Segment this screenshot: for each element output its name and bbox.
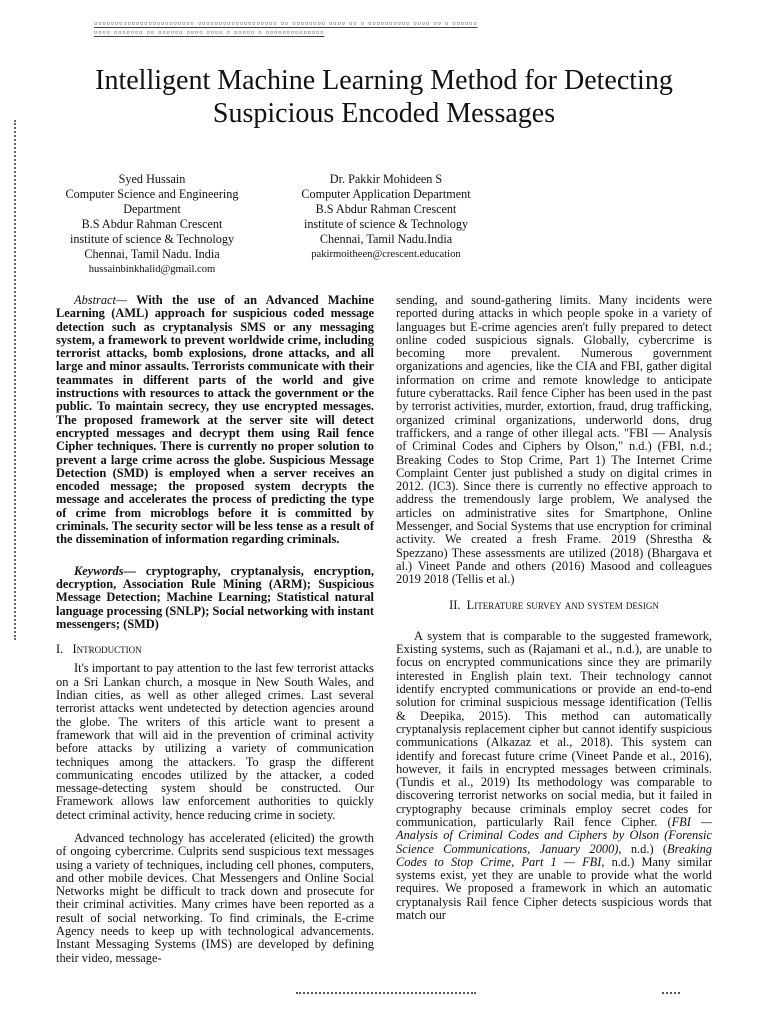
author1-dept2: Department: [123, 202, 181, 216]
intro-paragraph-2: Advanced technology has accelerated (elicited) the growth of ongoing cybercrime. Culprits send suspicious text messages using a variety of techniques, including cell phones, computers, and other mobile devices. Chat Messengers and Online Social Networks might be difficult to track down and prosecute for their criminal activities. Many crimes have been reported as a result of social networking. To find criminals, the E-crime Agency needs to keep up with technological advancements. Instant Messaging Systems (IMS) are developed by defining their video, message-: [56, 830, 374, 965]
title-line-2: Suspicious Encoded Messages: [212, 98, 556, 129]
keywords-text: cryptography, cryptanalysis, encryption, decryption, Association Rule Mining (ARM); Suspicious Message Detection; Machine Learning; Statistical natural language processing (SNLP); Social networking with instant messengers; (SMD): [56, 563, 374, 631]
running-header: [94, 19, 678, 37]
abstract: [56, 294, 374, 547]
keywords: [56, 565, 374, 631]
author1-email[interactable]: hussainbinkhalid@gmail.com: [88, 264, 216, 275]
left-column: [56, 294, 374, 975]
right-column: [396, 294, 712, 932]
author1-name: Syed Hussain: [118, 172, 186, 186]
intro-paragraph-1: It's important to pay attention to the last few terrorist attacks on a Sri Lankan church, a mosque in New South Wales, and Indian cities, as well as other alleged crimes. Last several terrorist attacks went undetected by detection agencies around the globe. The writers of this article want to present a framework that will aid in the prevention of criminal activity before attacks by utilizing a variety of communication techniques among the attackers. To grasp the different communicating encodes utilized by the attacker, a coded message-detecting system should be constructed. Our Framework allows law enforcement authorities to quickly detect criminal activity, hence reducing crime in society.: [56, 661, 374, 822]
keywords-lead: Keywords—: [74, 563, 136, 578]
side-margin-text: [14, 120, 24, 640]
author1-dept: Computer Science and Engineering: [65, 187, 239, 201]
author2-location: Chennai, Tamil Nadu.India: [319, 232, 453, 246]
author-block-2: [290, 172, 482, 262]
footer-page-number: [662, 984, 680, 994]
author2-email[interactable]: pakirmoitheen@crescent.education: [311, 249, 461, 260]
section-2-title: Literature survey and system design: [466, 597, 659, 612]
author1-inst2: institute of science & Technology: [69, 232, 235, 246]
lit-citation-2: Breaking Codes to Stop Crime, Part 1 — FBI: [396, 841, 712, 869]
section-1-number: I.: [56, 642, 64, 657]
lit-text-a: A system that is comparable to the suggested framework, Existing systems, such as (Rajamani et al., n.d.), are unable to focus on encrypted communications since they are primarily interested in English plain text. Their technology cannot identify encrypted communications or provide an end-to-end solution for criminal suspicious message identification (Tellis & Deepika, 2015). This method can automatically cryptanalysis replacement cipher but cannot identify suspicious communications (Alkazaz et al., 2018). This system can identify and forecast future crime (Vineet Pande et al., 2016), however, it fails in encrypted messages between criminals. (Tundis et al., 2019) Its methodology was comparable to discovering terrorist networks on social media, but it failed in cryptography because criminals employ secret codes for communication, particularly Rail fence Cipher. (: [396, 628, 712, 829]
lit-citation-1: FBI — Analysis of Criminal Codes and Ciphers by Olson (Forensic Science Communications, January 2000): [396, 814, 712, 856]
abstract-lead: Abstract—: [74, 293, 128, 307]
literature-paragraph: [396, 630, 712, 923]
author2-dept: Computer Application Department: [301, 187, 471, 201]
author1-location: Chennai, Tamil Nadu. India: [84, 247, 220, 261]
author2-name: Dr. Pakkir Mohideen S: [329, 172, 443, 186]
abstract-text: With the use of an Advanced Machine Learning (AML) approach for suspicious coded message detection such as cryptanalysis SMS or any messaging system, a framework to prevent worldwide crime, including terrorist attacks, bomb explosions, drone attacks, and all large and minor assaults. Terrorists communicate with their teammates in different parts of the world and give instructions with resources to attack the government or the public. To maintain secrecy, they use encrypted messages. The proposed framework at the server site will detect encrypted messages and decrypt them using Rail fence Cipher techniques. There is currently no proper solution to prevent a large crime across the globe. Suspicious Message Detection (SMD) is employed when a server receives an encoded message; the proposed system decrypts the message and accelerates the process of predicting the type of crime from microblogs before it is committed by criminals. The security sector will be less tense as a result of the dissemination of information regarding criminals.: [56, 293, 374, 547]
header-line-2: ▫▫▫▫ ▫▫▫▫▫▫▫ ▫▫ ▫▫▫▫▫▫ ▫▫▫▫ ▫▫▫▫ ▫ ▫▫▫▫▫ ▫ ▫▫▫▫▫▫▫▫▫▫▫▫▫▫: [94, 28, 325, 37]
page-title: [60, 64, 708, 130]
author-block-1: [52, 172, 252, 277]
title-line-1: Intelligent Machine Learning Method for Detecting: [95, 65, 673, 96]
footer-left: [296, 984, 476, 994]
lit-text-c: , n.d.) Many similar systems exist, yet they are unable to provide what the world requires. We proposed a framework in which an automatic cryptanalysis Rail fence Cipher detects suspicious words that match our: [396, 854, 712, 923]
author2-inst: B.S Abdur Rahman Crescent: [315, 202, 457, 216]
section-1-title: Introduction: [72, 642, 142, 657]
author1-inst: B.S Abdur Rahman Crescent: [81, 217, 223, 231]
section-1-heading: [56, 643, 374, 656]
header-line-1: ▫▫▫▫▫▫▫▫▫▫▫▫▫▫▫▫▫▫▫▫▫▫▫▫ ▫▫▫▫▫▫▫▫▫▫▫▫▫▫▫▫▫▫▫ ▫▫ ▫▫▫▫▫▫▫▫ ▫▫▫▫ ▫▫ ▫ ▫▫▫▫▫▫▫▫▫▫ ▫▫▫▫ ▫▫ ▫ ▫▫▫▫▫▫: [94, 19, 478, 28]
section-2-heading: [396, 599, 712, 612]
section-2-number: II.: [449, 597, 461, 612]
author2-inst2: institute of science & Technology: [303, 217, 469, 231]
lit-text-b: , n.d.) (: [618, 841, 668, 856]
right-paragraph-1: sending, and sound-gathering limits. Many incidents were reported during attacks in which people spoke in a variety of languages but E-crime agencies aren't fully prepared to detect online coded suspicious signals. Globally, cybercrime is becoming more prevalent. Numerous government organizations and agencies, like the CIA and FBI, gather digital information on crime and remote knowledge to anticipate future cyberattacks. Rail fence Cipher has been used in the past by terrorist activities, murder, extortion, fraud, drug trafficking, organized criminal organizations, underworld dons, drug traffickers, and a range of other illegal acts. "FBI — Analysis of Criminal Codes and Ciphers by Olson," n.d.) (FBI, n.d.; Breaking Codes to Stop Crime, Part 1) The Internet Crime Complaint Center just published a study on digital crimes in 2012. (IC3). Since there is currently no effective approach to address the tremendously large problem, We analysed the articles on administrative sites for Smartphone, Online Messenger, and Social Systems that use encryption for criminal activity. We created a fresh Frame. 2019 (Shrestha & Spezzano) These assessments are utilized (2018) (Bhargava et al.) Vineet Pande and others (2016) Masood and colleagues 2019 2018 (Tellis et al.): [396, 293, 712, 587]
